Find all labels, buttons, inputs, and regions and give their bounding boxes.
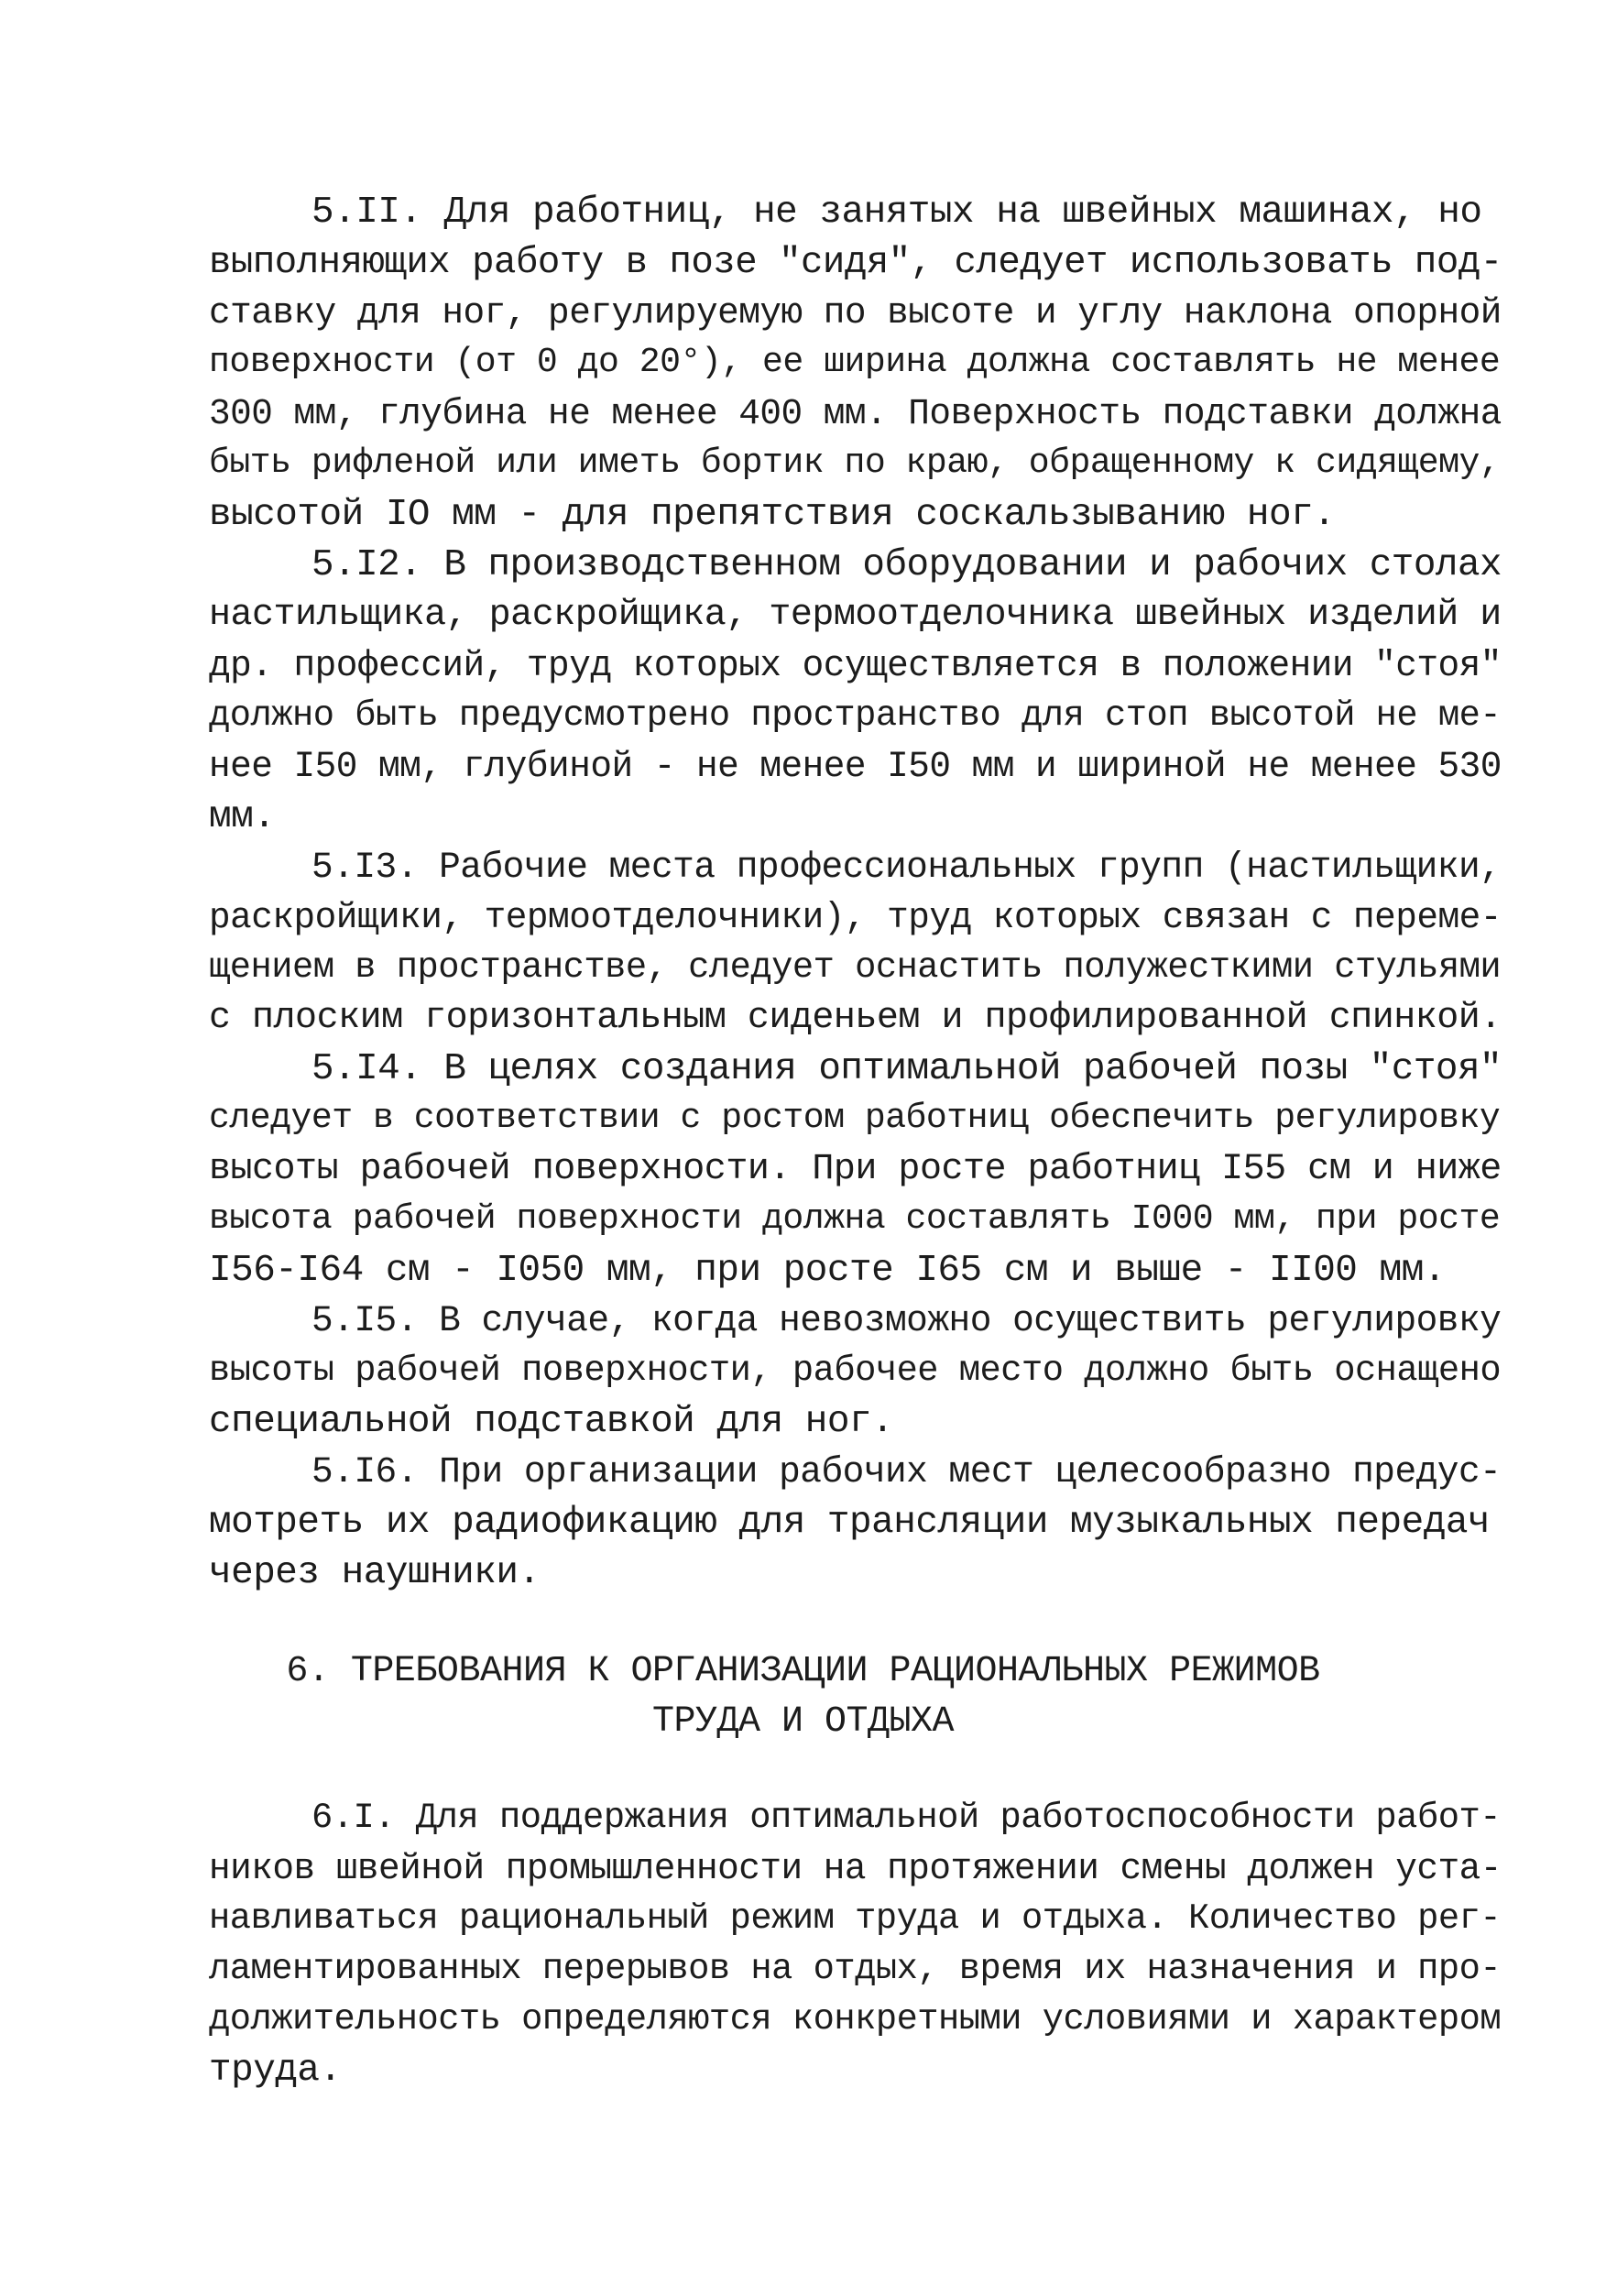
- paragraph-5-14-line-5: I56-I64 см - I050 мм, при росте I65 см и выше - II00 мм.: [209, 1250, 1446, 1292]
- paragraph-5-14-line-1: 5.I4. В целях создания оптимальной рабочей позы "стоя": [311, 1048, 1502, 1090]
- paragraph-5-12-line-6: мм.: [209, 796, 276, 838]
- paragraph-5-14-line-4: высота рабочей поверхности должна составлять I000 мм, при росте: [209, 1199, 1501, 1239]
- paragraph-5-11-line-7: высотой IO мм - для препятствия соскальзыванию ног.: [209, 494, 1336, 536]
- paragraph-5-13-line-3: щением в пространстве, следует оснастить полужесткими стульями: [209, 947, 1502, 988]
- section-6-heading-line-1: 6. ТРЕБОВАНИЯ К ОРГАНИЗАЦИИ РАЦИОНАЛЬНЫХ РЕЖИМОВ: [286, 1651, 1320, 1692]
- paragraph-5-11-line-3: ставку для ног, регулируемую по высоте и углу наклона опорной: [209, 292, 1502, 333]
- paragraph-6-1-line-1: 6.I. Для поддержания оптимальной работоспособности работ-: [311, 1798, 1502, 1838]
- paragraph-5-12-line-1: 5.I2. В производственном оборудовании и рабочих столах: [311, 544, 1502, 586]
- paragraph-5-14-line-3: высоты рабочей поверхности. При росте работниц I55 см и ниже: [209, 1149, 1502, 1190]
- paragraph-5-11-line-1: 5.II. Для работниц, не занятых на швейных машинах, но: [311, 191, 1482, 234]
- paragraph-5-16-line-2: мотреть их радиофикацию для трансляции музыкальных передач: [209, 1502, 1491, 1544]
- paragraph-5-13-line-2: раскройщики, термоотделочники), труд которых связан с переме-: [209, 897, 1502, 938]
- paragraph-5-15-line-2: высоты рабочей поверхности, рабочее место должно быть оснащено: [209, 1350, 1502, 1391]
- paragraph-5-11-line-2: выполняющих работу в позе "сидя", следует использовать под-: [209, 242, 1502, 284]
- paragraph-5-16-line-3: через наушники.: [209, 1552, 541, 1594]
- paragraph-6-1-line-5: должительность определяются конкретными условиями и характером: [209, 1999, 1502, 2039]
- paragraph-5-12-line-2: настильщика, раскройщика, термоотделочника швейных изделий и: [209, 595, 1502, 636]
- paragraph-5-15-line-3: специальной подставкой для ног.: [209, 1401, 894, 1443]
- paragraph-5-14-line-2: следует в соответствии с ростом работниц обеспечить регулировку: [209, 1099, 1501, 1138]
- paragraph-6-1-line-2: ников швейной промышленности на протяжении смены должен уста-: [209, 1848, 1502, 1889]
- paragraph-5-11-line-4: поверхности (от 0 до 20°), ее ширина должна составлять не менее: [209, 343, 1501, 382]
- paragraph-5-12-line-3: др. профессий, труд которых осуществляется в положении "стоя": [209, 645, 1502, 686]
- paragraph-5-16-line-1: 5.I6. При организации рабочих мест целесообразно предус-: [311, 1451, 1502, 1492]
- paragraph-6-1-line-4: ламентированных перерывов на отдых, время их назначения и про-: [209, 1949, 1502, 1989]
- paragraph-5-15-line-1: 5.I5. В случае, когда невозможно осуществить регулировку: [311, 1300, 1502, 1341]
- paragraph-5-11-line-5: 300 мм, глубина не менее 400 мм. Поверхность подставки должна: [209, 393, 1502, 434]
- paragraph-6-1-line-3: навливаться рациональный режим труда и отдыха. Количество рег-: [209, 1898, 1502, 1939]
- paragraph-5-13-line-1: 5.I3. Рабочие места профессиональных групп (настильщики,: [311, 847, 1502, 888]
- paragraph-5-12-line-4: должно быть предусмотрено пространство для стоп высотой не ме-: [209, 695, 1502, 736]
- paragraph-5-12-line-5: нее I50 мм, глубиной - не менее I50 мм и шириной не менее 530: [209, 746, 1502, 787]
- paragraph-6-1-line-6: труда.: [209, 2050, 342, 2092]
- paragraph-5-11-line-6: быть рифленой или иметь бортик по краю, обращенному к сидящему,: [209, 443, 1501, 483]
- section-6-heading-line-2: ТРУДА И ОТДЫХА: [651, 1701, 955, 1743]
- paragraph-5-13-line-4: с плоским горизонтальным сиденьем и профилированной спинкой.: [209, 998, 1502, 1039]
